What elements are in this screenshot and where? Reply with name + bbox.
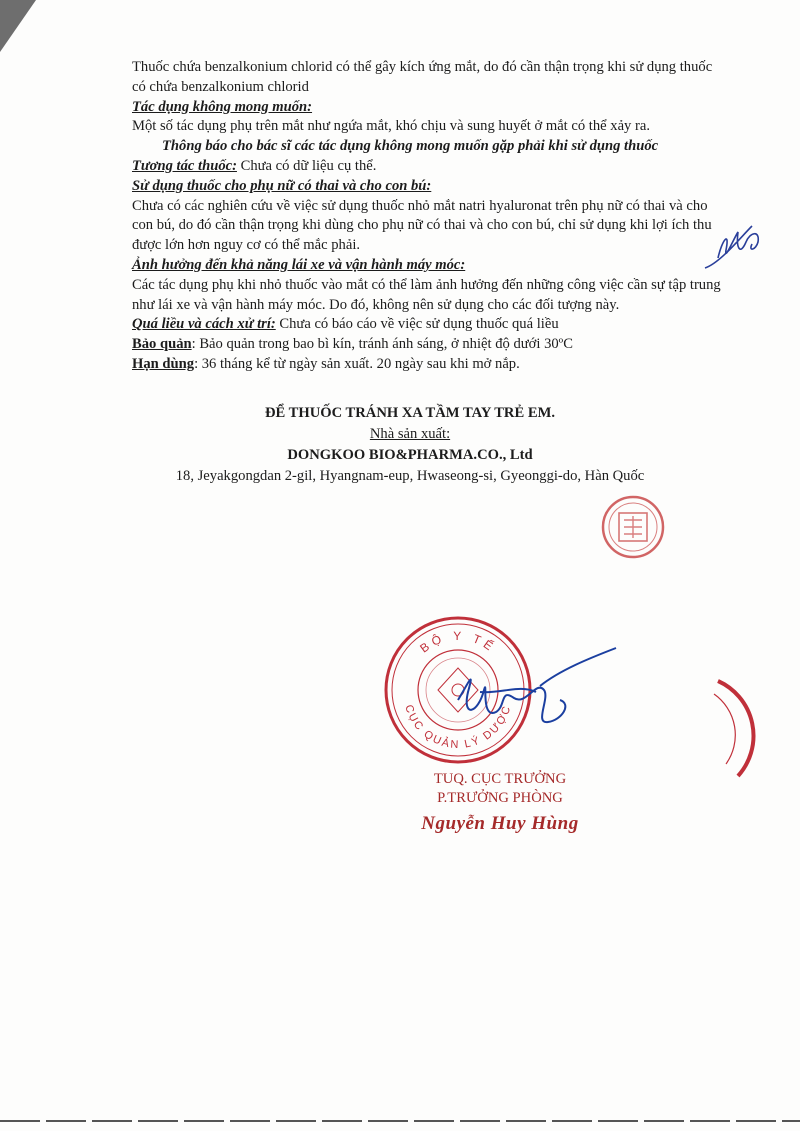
expiry-text: : 36 tháng kể từ ngày sản xuất. 20 ngày sau khi mở nắp. bbox=[194, 355, 520, 372]
document-body bbox=[132, 58, 722, 375]
manufacturer-label: Nhà sản xuất: bbox=[369, 426, 451, 442]
pregnancy-text: Chưa có các nghiên cứu về việc sử dụng thuốc nhỏ mắt natri hyaluronat trên phụ nữ có thai và cho con bú, do đó cần thận trọng khi dùng cho phụ nữ có thai và cho con bú, chỉ sử dụng khi lợi ích thu được lớn hơn nguy cơ có thể mắc phải. bbox=[132, 197, 712, 254]
signature-block bbox=[380, 770, 620, 833]
pregnancy-heading: Sử dụng thuốc cho phụ nữ có thai và cho con bú: bbox=[132, 177, 432, 194]
initials-signature bbox=[700, 218, 770, 278]
storage-text: : Bảo quản trong bao bì kín, tránh ánh sáng, ở nhiệt độ dưới 30ºC bbox=[191, 336, 573, 353]
driving-heading: Ảnh hưởng đến khả năng lái xe và vận hành máy móc: bbox=[132, 256, 466, 273]
benzalkonium-warning: Thuốc chứa benzalkonium chlorid có thể gây kích ứng mắt, do đó cần thận trọng khi sử dụng thuốc có chứa benzalkonium chlorid bbox=[132, 59, 713, 95]
director-signature bbox=[440, 640, 620, 740]
interactions-heading: Tương tác thuốc: bbox=[132, 157, 237, 174]
footer-divider bbox=[0, 1120, 800, 1122]
manufacturer-name: DONGKOO BIO&PHARMA.CO., Ltd bbox=[287, 447, 533, 463]
manufacturer-block bbox=[130, 403, 690, 487]
stamp-bottom-text: CỤC QUẢN LÝ DƯỢC bbox=[402, 703, 514, 752]
storage-heading: Bảo quản bbox=[132, 336, 192, 353]
company-seal bbox=[598, 492, 668, 562]
child-warning: ĐỂ THUỐC TRÁNH XA TẦM TAY TRẺ EM. bbox=[264, 405, 556, 421]
signer-name: Nguyễn Huy Hùng bbox=[421, 813, 579, 834]
report-notice: Thông báo cho bác sĩ các tác dụng không mong muốn gặp phải khi sử dụng thuốc bbox=[162, 138, 659, 155]
manufacturer-address: 18, Jeyakgongdan 2-gil, Hyangnam-eup, Hwaseong-si, Gyeonggi-do, Hàn Quốc bbox=[175, 468, 645, 484]
stamp-top-text: BỘ Y TẾ bbox=[417, 628, 499, 656]
page-corner-fold bbox=[0, 0, 36, 52]
interactions-text: Chưa có dữ liệu cụ thể. bbox=[236, 157, 377, 174]
overdose-heading: Quá liều và cách xử trí: bbox=[132, 316, 276, 333]
partial-stamp bbox=[708, 676, 768, 786]
signer-title-1: TUQ. CỤC TRƯỞNG bbox=[433, 771, 567, 787]
driving-text: Các tác dụng phụ khi nhỏ thuốc vào mắt có thể làm ảnh hưởng đến những công việc cần sự tập trung như lái xe và vận hành máy móc. Do đó, không nên sử dụng cho các đối tượng này. bbox=[132, 276, 721, 313]
side-effects-heading: Tác dụng không mong muốn: bbox=[132, 98, 313, 115]
overdose-text: Chưa có báo cáo về việc sử dụng thuốc quá liều bbox=[275, 316, 559, 333]
expiry-heading: Hạn dùng bbox=[132, 355, 195, 372]
side-effects-text: Một số tác dụng phụ trên mắt như ngứa mắt, khó chịu và sung huyết ở mắt có thể xảy ra. bbox=[132, 118, 650, 135]
signer-title-2: P.TRƯỞNG PHÒNG bbox=[437, 790, 563, 806]
